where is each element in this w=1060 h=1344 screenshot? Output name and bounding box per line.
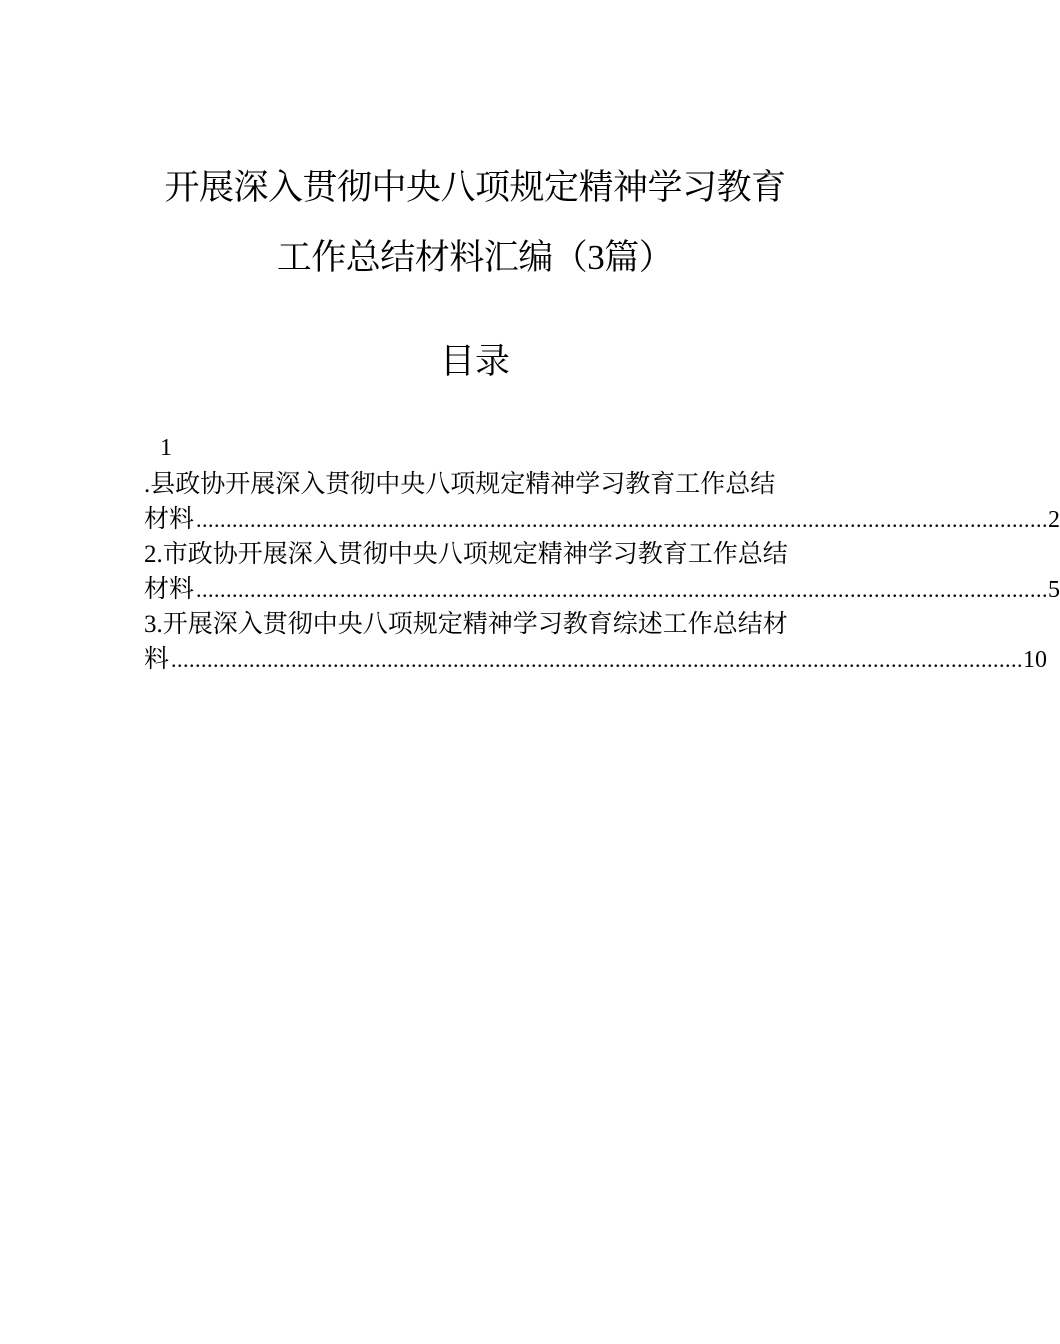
title-line-2-main: 工作总结材料汇编（: [276, 238, 588, 278]
title-count: 3: [587, 238, 605, 277]
toc-entry-1-text: 县政协开展深入贯彻中央八项规定精神学习教育工作总结: [150, 469, 776, 498]
toc-entry-1-number: 1: [160, 435, 172, 461]
toc-leader-dots: ..............................................................................................................................................: [171, 647, 1024, 672]
toc-entry-1-title[interactable]: [144, 466, 806, 502]
toc-entry-2-page: 5: [1048, 577, 1060, 603]
toc-entry-3-title[interactable]: [144, 606, 806, 642]
toc-entry-3-number: 3.: [144, 611, 163, 638]
toc-entry-1-text-end: 材料: [144, 504, 195, 533]
toc-entry-2-continuation[interactable]: [144, 571, 1060, 607]
toc-entry-2-number: 2.: [144, 541, 163, 568]
toc-entry-1-prefix: .: [144, 471, 151, 498]
title-line-2-end: 篇）: [604, 238, 674, 278]
toc-heading: 目录: [439, 342, 510, 382]
toc-entry-2-title[interactable]: [144, 536, 806, 572]
toc-entry-3-text-end: 料: [144, 644, 170, 673]
toc-entry-2-text: 市政协开展深入贯彻中央八项规定精神学习教育工作总结: [162, 539, 788, 568]
toc-entry-2-text-end: 材料: [144, 574, 195, 603]
toc-entry-3-continuation[interactable]: [144, 641, 1048, 677]
toc-entry-3-text: 开展深入贯彻中央八项规定精神学习教育综述工作总结材: [162, 609, 788, 638]
document-title-line-2: [0, 236, 950, 280]
toc-entry-3-page: 10: [1023, 647, 1048, 673]
document-title-line-1: 开展深入贯彻中央八项规定精神学习教育: [164, 168, 786, 208]
toc-leader-dots: ..............................................................................................................................................: [196, 507, 1049, 532]
toc-entry-1-continuation[interactable]: [144, 501, 1060, 537]
toc-entry-1-page: 2: [1048, 507, 1060, 533]
toc-leader-dots: ..............................................................................................................................................: [196, 577, 1049, 602]
